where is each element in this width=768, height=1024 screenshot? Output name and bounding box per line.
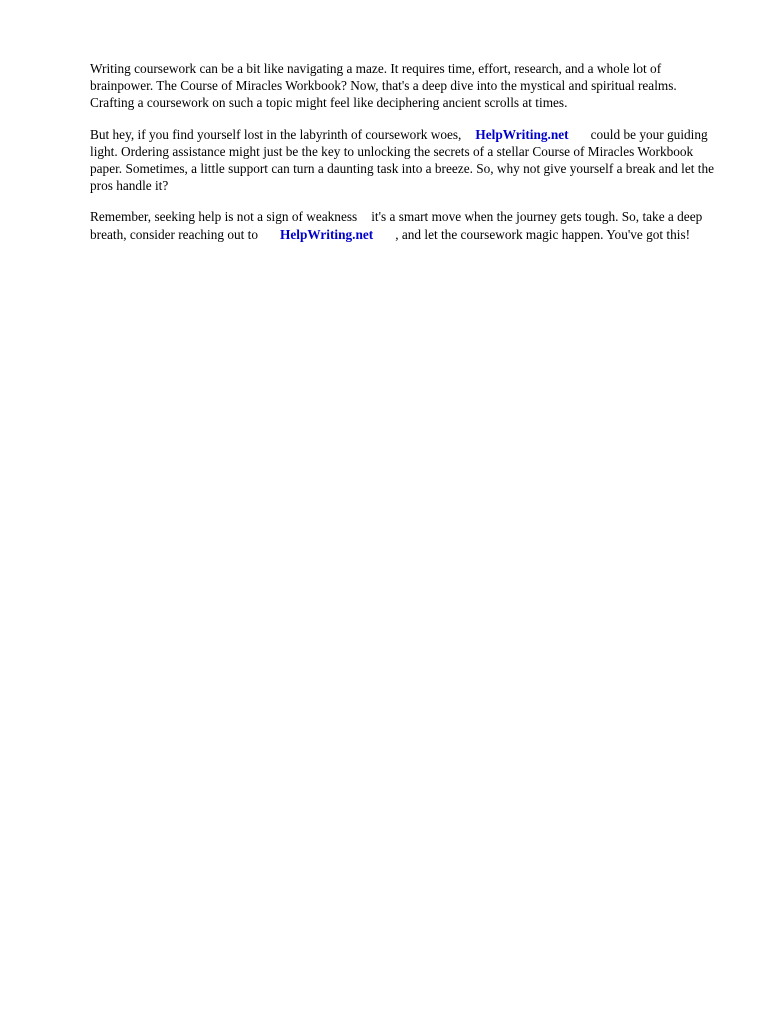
paragraph-1	[90, 60, 722, 112]
helpwriting-link-2[interactable]: HelpWriting.net	[280, 226, 374, 242]
paragraph-2-text-before: But hey, if you find yourself lost in the labyrinth of coursework woes,	[90, 126, 462, 142]
paragraph-3-text-before: Remember, seeking help is not a sign of weakness	[90, 209, 358, 225]
paragraph-3	[90, 208, 722, 242]
paragraph-3-text-middle: it's a smart move when the journey gets tough. So, take a deep breath, consider reaching out to	[90, 209, 703, 242]
document-body	[90, 60, 722, 243]
paragraph-1-text: Writing coursework can be a bit like navigating a maze. It requires time, effort, research, and a whole lot of brainpower. The Course of Miracles Workbook? Now, that's a deep dive into the mystical and spiritual realms. Crafting a coursework on such a topic might feel like deciphering ancient scrolls at times.	[90, 61, 677, 111]
helpwriting-link-1[interactable]: HelpWriting.net	[475, 126, 569, 142]
paragraph-2-text-after: could be your guiding light. Ordering assistance might just be the key to unlocking the secrets of a stellar Course of Miracles Workbook paper. Sometimes, a little support can turn a daunting task into a breeze. So, why not give yourself a break and let the pros handle it?	[90, 126, 715, 194]
paragraph-3-text-after: , and let the coursework magic happen. You've got this!	[395, 226, 691, 242]
paragraph-2	[90, 126, 722, 195]
